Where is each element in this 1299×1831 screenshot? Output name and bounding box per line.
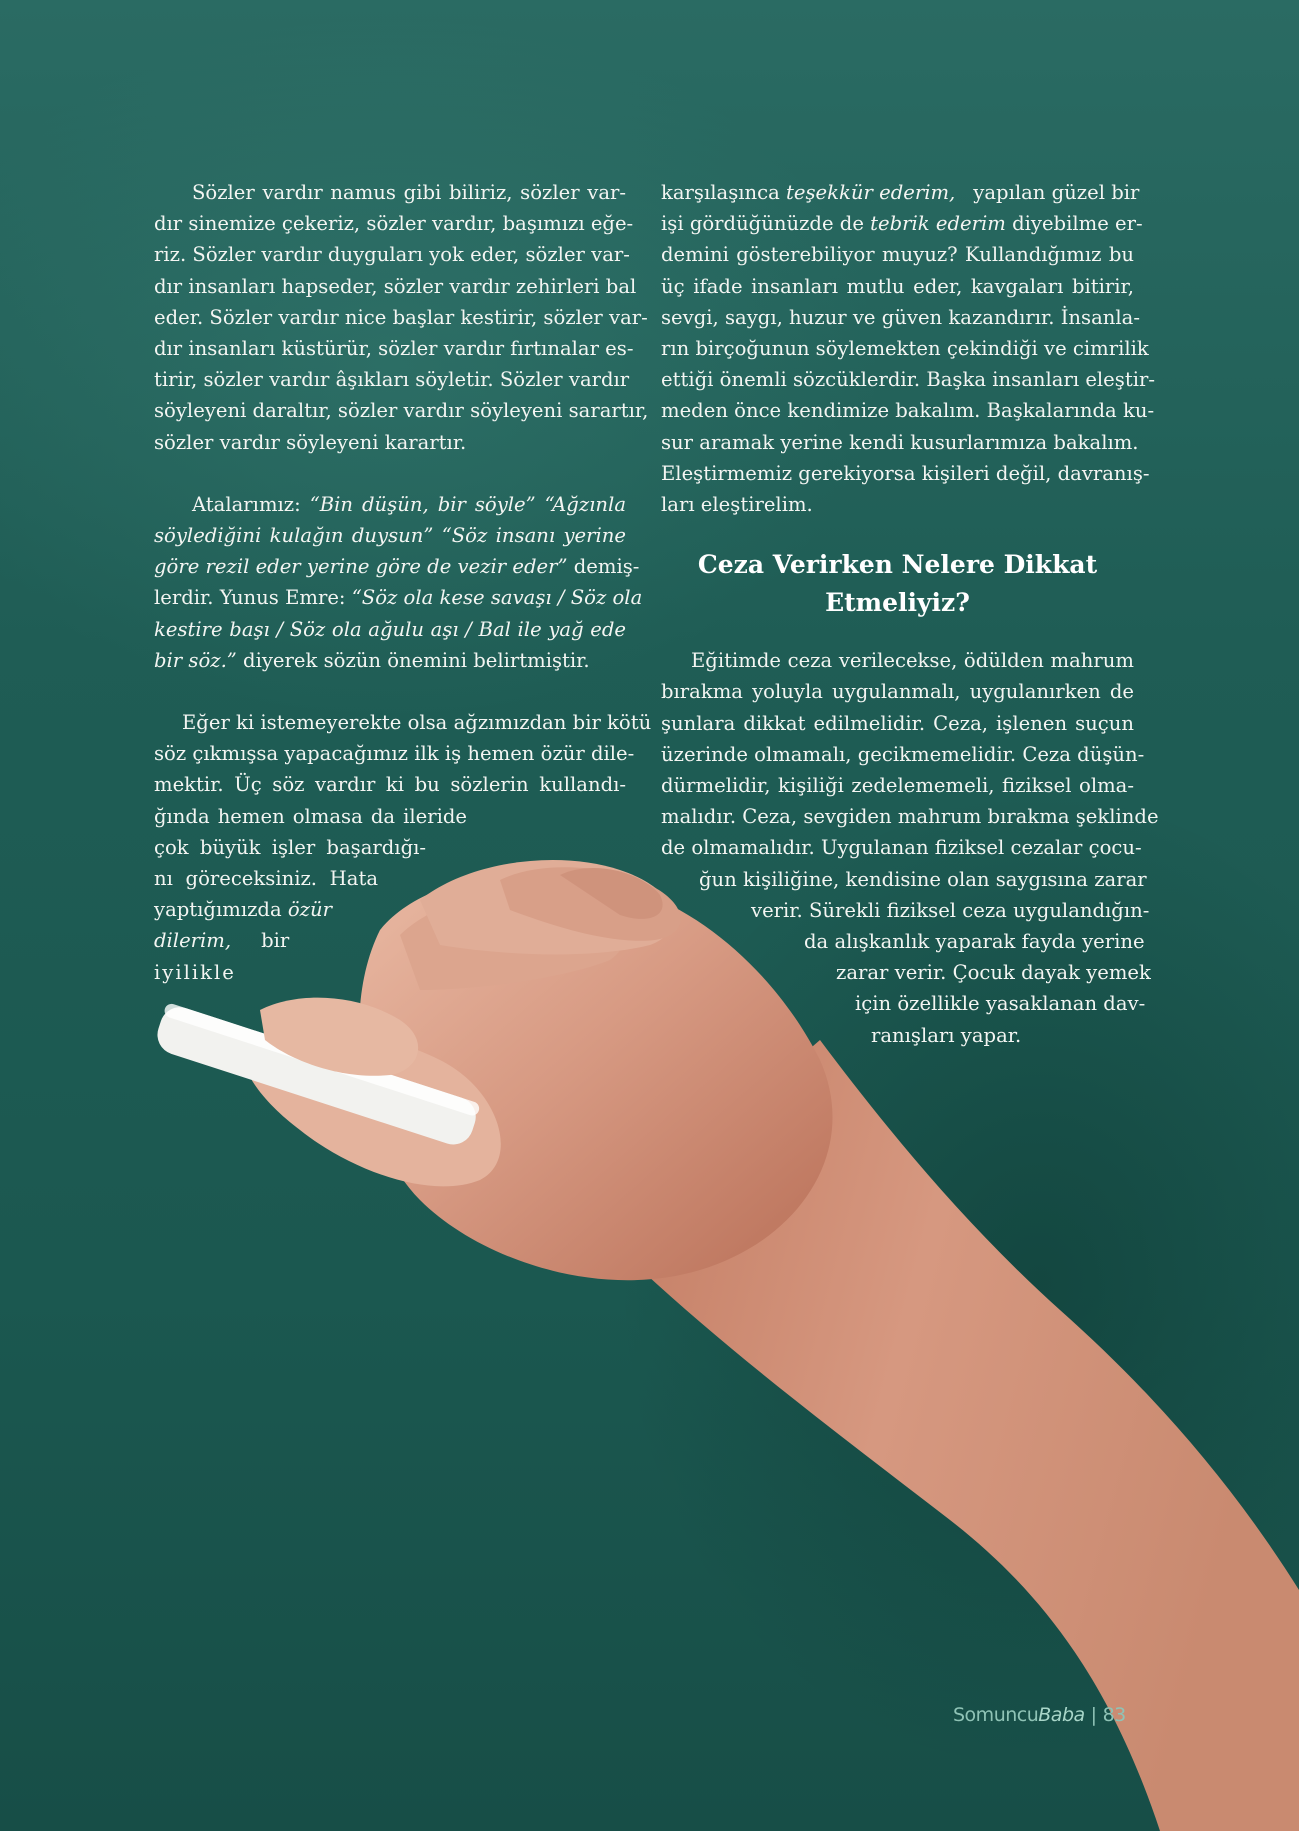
page-number: 83: [1102, 1704, 1126, 1726]
text-line: ettiği önemli sözcüklerdir. Başka insanları eleştir-: [661, 368, 1155, 392]
text-line: dilerim, bir: [154, 929, 290, 953]
text-line: Eğitimde ceza verilecekse, ödülden mahrum: [691, 649, 1134, 673]
text-line: bırakma yoluyla uygulanmalı, uygulanırken de: [661, 680, 1134, 704]
section-heading: [661, 546, 1134, 622]
paragraph-intro: [154, 177, 649, 458]
text-line: riz. Sözler vardır duyguları yok eder, sözler var-: [154, 243, 630, 267]
footer-separator: |: [1090, 1704, 1097, 1726]
text-line: mektir. Üç söz vardır ki bu sözlerin kullandı-: [154, 773, 626, 797]
text-line: Sözler vardır namus gibi biliriz, sözler var-: [192, 181, 626, 204]
right-column: [661, 177, 1159, 1051]
page-footer: [953, 1704, 1126, 1726]
text-line: Eleştirmemiz gerekiyorsa kişileri değil, davranış-: [661, 461, 1150, 485]
text-line: de olmamalıdır. Uygulanan fiziksel cezalar çocu-: [661, 836, 1142, 860]
text-line: ğında hemen olmasa da ileride: [154, 804, 467, 828]
text-line: bir söz.” diyerek sözün önemini belirtmiştir.: [154, 648, 590, 672]
text-line: eder. Sözler vardır nice başlar kestirir, sözler var-: [154, 305, 648, 329]
text-line: da alışkanlık yaparak fayda yerine: [804, 930, 1145, 954]
text-line: dır insanları küstürür, sözler vardır fırtınalar es-: [154, 337, 634, 361]
text-line: söylediğini kulağın duysun” “Söz insanı yerine: [154, 524, 626, 548]
text-line: sevgi, saygı, huzur ve güven kazandırır. İnsanla-: [661, 305, 1140, 329]
text-line: Atalarımız: “Bin düşün, bir söyle” “Ağzınla: [192, 492, 626, 516]
text-line: demini gösterebiliyor muyuz? Kullandığımız bu: [661, 243, 1134, 267]
text-line: verir. Sürekli fiziksel ceza uygulandığın-: [751, 898, 1150, 922]
text-line: çok büyük işler başardığı-: [154, 835, 426, 859]
text-line: şunlara dikkat edilmelidir. Ceza, işlenen suçun: [661, 711, 1134, 735]
text-line: sözler vardır söyleyeni karartır.: [154, 430, 467, 454]
brand-name-second: Baba: [1038, 1704, 1085, 1726]
text-line: ları eleştirelim.: [661, 493, 813, 517]
heading-line-2: Etmeliyiz?: [825, 588, 970, 618]
text-line: sur aramak yerine kendi kusurlarımıza bakalım.: [661, 430, 1139, 454]
text-line: ğun kişiliğine, kendisine olan saygısına zarar: [699, 867, 1147, 891]
left-column: [154, 177, 652, 988]
text-line: dürmelidir, kişiliği zedelememeli, fiziksel olma-: [661, 774, 1134, 798]
text-line: için özellikle yasaklanan dav-: [855, 992, 1146, 1016]
text-line: tirir, sözler vardır âşıkları söyletir. Sözler vardır: [154, 368, 630, 392]
text-line: lerdir. Yunus Emre: “Söz ola kese savaşı / Söz ola: [154, 586, 643, 610]
text-line: göre rezil eder yerine göre de vezir eder” demiş-: [154, 555, 640, 579]
text-line: üç ifade insanları mutlu eder, kavgaları bitirir,: [661, 274, 1134, 298]
text-line: nı göreceksiniz. Hata: [154, 867, 378, 891]
text-line: dır insanları hapseder, sözler vardır zehirleri bal: [154, 274, 637, 298]
text-line: işi gördüğünüzde de tebrik ederim diyebilme er-: [661, 212, 1143, 236]
text-line: üzerinde olmamalı, gecikmemelidir. Ceza düşün-: [661, 742, 1145, 766]
paragraph-apology: [154, 707, 652, 988]
text-line: iyilikle: [154, 960, 236, 984]
text-line: kestire başı / Söz ola ağulu aşı / Bal ile yağ ede: [154, 617, 626, 641]
text-line: yaptığımızda özür: [154, 898, 332, 922]
text-line: malıdır. Ceza, sevgiden mahrum bırakma şeklinde: [661, 805, 1159, 829]
text-line: meden önce kendimize bakalım. Başkalarında ku-: [661, 399, 1155, 423]
text-line: Eğer ki istemeyerekte olsa ağzımızdan bir kötü: [182, 711, 652, 735]
brand-name-first: Somuncu: [953, 1704, 1039, 1726]
paragraph-punishment: [661, 645, 1159, 1051]
text-line: söz çıkmışsa yapacağımız ilk iş hemen özür dile-: [154, 742, 635, 766]
text-line: ranışları yapar.: [871, 1023, 1022, 1047]
text-line: dır sinemize çekeriz, sözler vardır, başımızı eğe-: [154, 212, 634, 236]
text-line: söyleyeni daraltır, sözler vardır söyleyeni sarartır,: [154, 399, 649, 423]
text-line: rın birçoğunun söylemekten çekindiği ve cimrilik: [661, 337, 1149, 361]
paragraph-gratitude: [661, 177, 1155, 520]
text-line: karşılaşınca teşekkür ederim, yapılan güzel bir: [661, 181, 1140, 204]
paragraph-proverbs: [154, 489, 643, 676]
text-line: zarar verir. Çocuk dayak yemek: [836, 961, 1151, 985]
heading-line-1: Ceza Verirken Nelere Dikkat: [697, 550, 1098, 580]
